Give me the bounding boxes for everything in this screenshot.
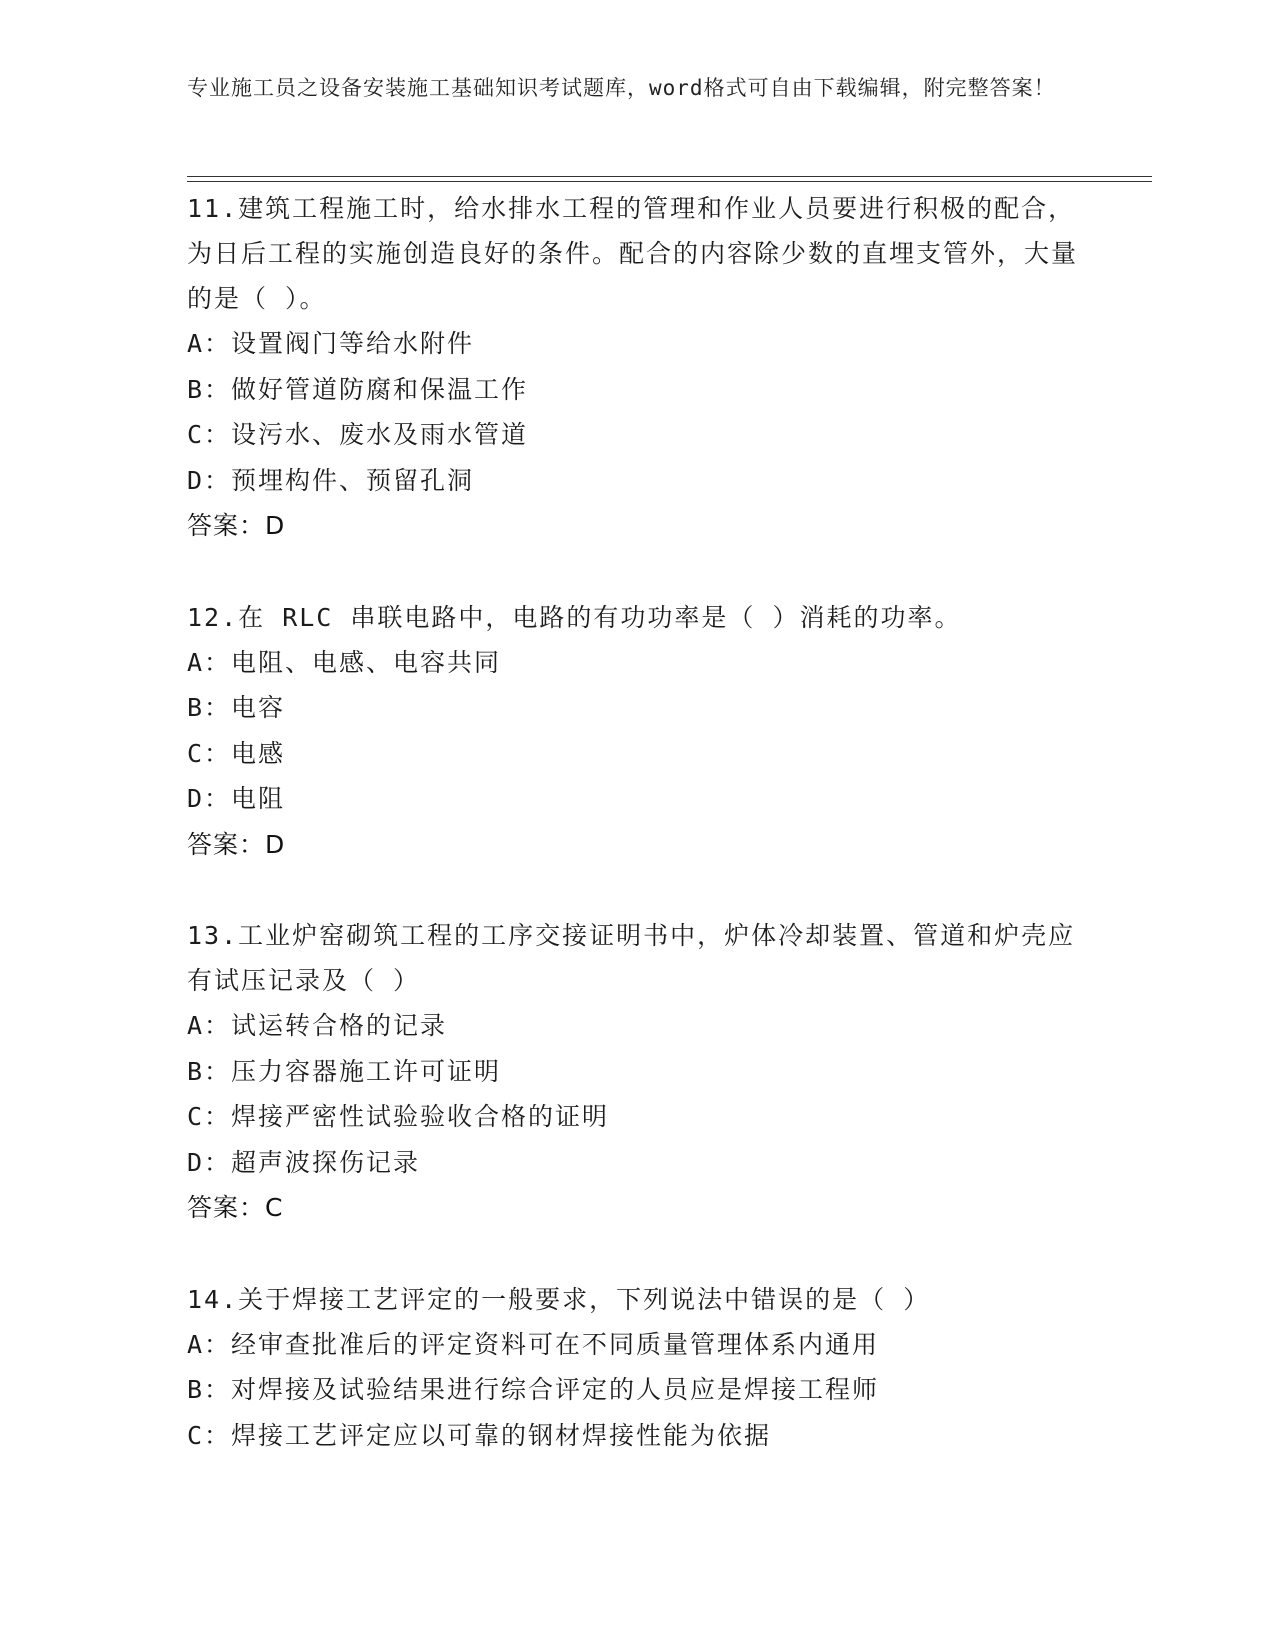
question-13: [187, 913, 1087, 1231]
option-b: B：电容: [187, 693, 286, 722]
option-a: A：试运转合格的记录: [187, 1011, 448, 1040]
question-stem: 13.工业炉窑砌筑工程的工序交接证明书中，炉体冷却装置、管道和炉壳应有试压记录及（ ）: [187, 921, 1076, 995]
answer-line: 答案：C: [187, 1193, 284, 1222]
option-c: C：焊接严密性试验验收合格的证明: [187, 1102, 610, 1131]
answer-line: 答案：D: [187, 829, 286, 859]
question-12: [187, 595, 1087, 868]
question-spacer: [187, 549, 1087, 595]
document-header: 专业施工员之设备安装施工基础知识考试题库，word格式可自由下载编辑，附完整答案！: [187, 76, 1056, 100]
question-list: [187, 186, 1087, 1458]
header-rule-bottom: [187, 181, 1152, 182]
answer-line: 答案：D: [187, 511, 286, 540]
option-a: A：电阻、电感、电容共同: [187, 647, 502, 677]
question-stem: 11.建筑工程施工时，给水排水工程的管理和作业人员要进行积极的配合，为日后工程的实施创造良好的条件。配合的内容除少数的直埋支管外，大量的是（ ）。: [187, 194, 1079, 313]
option-b: B：对焊接及试验结果进行综合评定的人员应是焊接工程师: [187, 1375, 880, 1404]
option-d: D：超声波探伤记录: [187, 1147, 421, 1177]
question-spacer: [187, 1231, 1087, 1277]
option-c: C：焊接工艺评定应以可靠的钢材焊接性能为依据: [187, 1420, 772, 1450]
question-spacer: [187, 867, 1087, 913]
question-11: [187, 186, 1087, 549]
option-a: A：经审查批准后的评定资料可在不同质量管理体系内通用: [187, 1329, 880, 1359]
option-b: B：做好管道防腐和保温工作: [187, 374, 529, 404]
option-d: D：电阻: [187, 784, 286, 813]
question-stem: 14.关于焊接工艺评定的一般要求，下列说法中错误的是（ ）: [187, 1284, 931, 1314]
header-rule-top: [187, 176, 1152, 177]
option-c: C：电感: [187, 738, 286, 768]
option-d: D：预埋构件、预留孔洞: [187, 465, 475, 495]
question-stem: 12.在 RLC 串联电路中，电路的有功功率是（ ）消耗的功率。: [187, 602, 962, 632]
question-14: [187, 1277, 1087, 1459]
option-c: C：设污水、废水及雨水管道: [187, 420, 529, 449]
option-b: B：压力容器施工许可证明: [187, 1056, 502, 1086]
option-a: A：设置阀门等给水附件: [187, 329, 475, 358]
